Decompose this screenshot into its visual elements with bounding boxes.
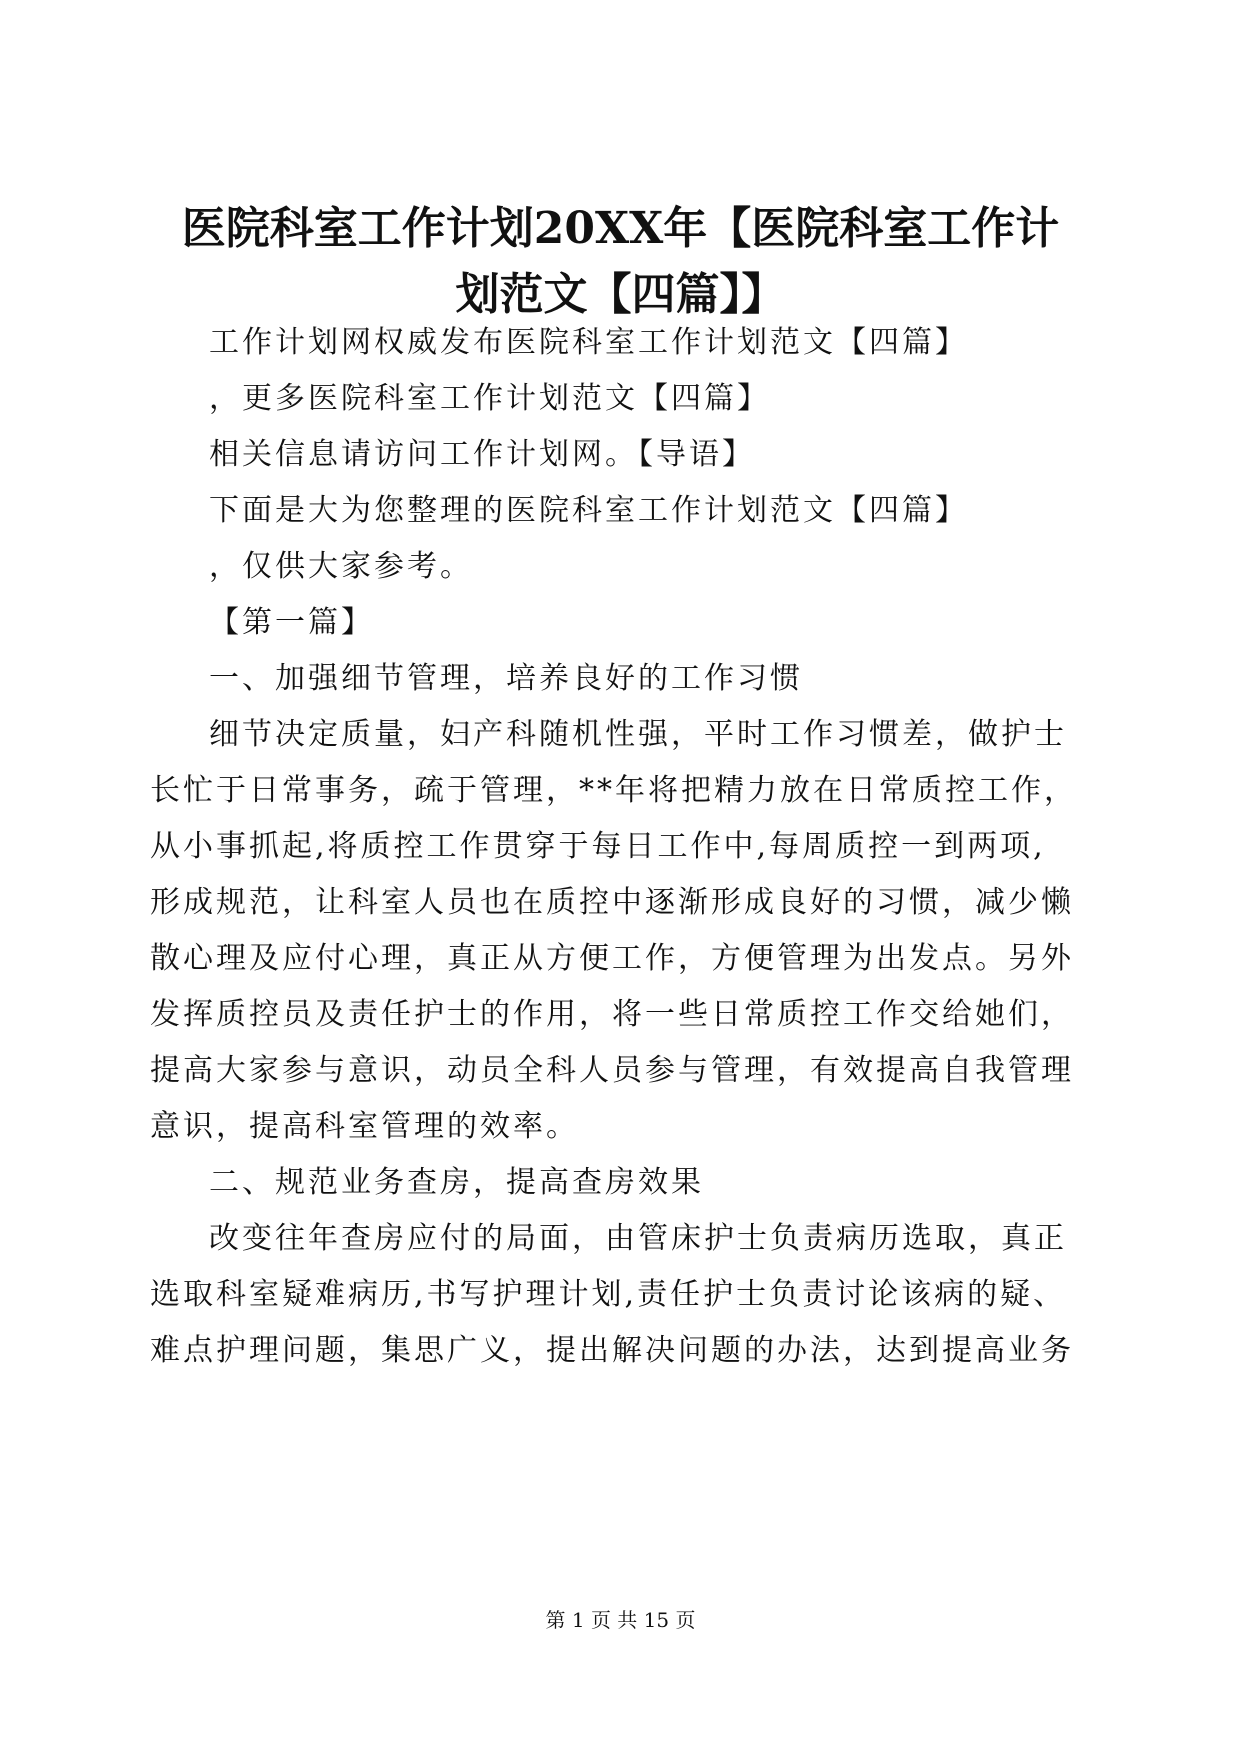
section-heading: 【第一篇】 xyxy=(209,605,374,640)
section-heading: 二、规范业务查房，提高查房效果 xyxy=(209,1165,704,1200)
paragraph-line: 发挥质控员及责任护士的作用，将一些日常质控工作交给她们， xyxy=(150,997,1074,1032)
document-title-line-2: 划范文【四篇】】 xyxy=(455,269,786,320)
paragraph-line: 意识，提高科室管理的效率。 xyxy=(150,1109,579,1144)
paragraph-line: ，更多医院科室工作计划范文【四篇】 xyxy=(209,381,770,416)
section-heading: 一、加强细节管理，培养良好的工作习惯 xyxy=(209,661,803,696)
page-number-footer xyxy=(0,1606,1241,1634)
paragraph-line: 形成规范，让科室人员也在质控中逐渐形成良好的习惯，减少懒 xyxy=(150,885,1074,920)
paragraph-line: 散心理及应付心理，真正从方便工作，方便管理为出发点。另外 xyxy=(150,941,1074,976)
paragraph-line: 长忙于日常事务，疏于管理，**年将把精力放在日常质控工作， xyxy=(150,773,1077,808)
paragraph-line: 从小事抓起,将质控工作贯穿于每日工作中,每周质控一到两项, xyxy=(150,829,1046,864)
paragraph-line: 提高大家参与意识，动员全科人员参与管理，有效提高自我管理 xyxy=(150,1053,1074,1088)
document-title-line-1: 医院科室工作计划20XX年【医院科室工作计 xyxy=(181,203,1060,254)
paragraph-line: ，仅供大家参考。 xyxy=(209,549,473,584)
paragraph-line: 下面是大为您整理的医院科室工作计划范文【四篇】 xyxy=(209,493,968,528)
paragraph-line: 细节决定质量，妇产科随机性强，平时工作习惯差，做护士 xyxy=(209,717,1067,752)
paragraph-line: 选取科室疑难病历,书写护理计划,责任护士负责讨论该病的疑、 xyxy=(150,1277,1067,1312)
paragraph-line: 工作计划网权威发布医院科室工作计划范文【四篇】 xyxy=(209,325,968,360)
page-number-label: 第 1 页 共 15 页 xyxy=(545,1608,696,1632)
paragraph-line: 难点护理问题，集思广义，提出解决问题的办法，达到提高业务 xyxy=(150,1333,1074,1368)
paragraph-line: 改变往年查房应付的局面，由管床护士负责病历选取，真正 xyxy=(209,1221,1067,1256)
paragraph-line: 相关信息请访问工作计划网。【导语】 xyxy=(209,437,755,472)
